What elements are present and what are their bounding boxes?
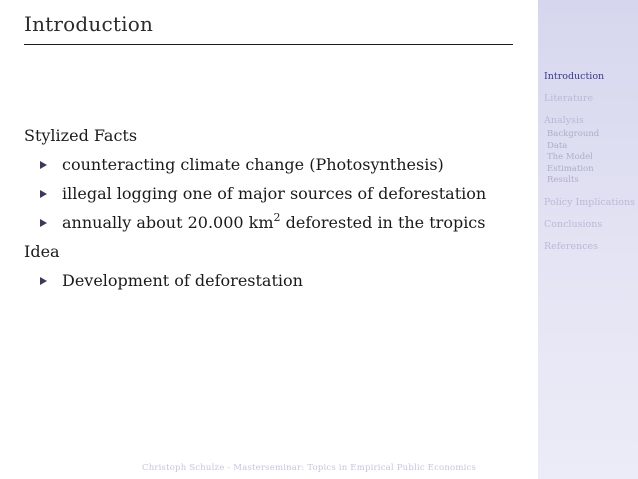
sidebar-item-literature[interactable]: Literature	[544, 93, 594, 104]
sidebar-item-policy-implications[interactable]: Policy Implications	[544, 196, 635, 208]
list-item	[40, 208, 524, 237]
list-item-text-before: annually about 20.000 km	[62, 213, 274, 232]
idea-list	[24, 266, 524, 295]
slide-content	[24, 121, 524, 295]
sidebar-item-introduction[interactable]: Introduction	[544, 71, 605, 82]
sidebar-subitem-estimation[interactable]: Estimation	[547, 163, 594, 174]
frame-title: Introduction	[24, 12, 154, 36]
footer-text: Christoph Schulze - Masterseminar: Topics in Empirical Public Economics	[142, 463, 477, 473]
sidebar-subnav-analysis	[544, 129, 636, 187]
section-heading-stylized-facts: Stylized Facts	[24, 126, 138, 145]
sidebar-subitem-data[interactable]: Data	[547, 140, 568, 151]
list-item-text-after: deforested in the tropics	[280, 213, 486, 232]
list-item	[40, 150, 524, 179]
sidebar-navigation	[538, 0, 638, 479]
superscript-exponent: 2	[273, 210, 281, 224]
sidebar-item-references[interactable]: References	[544, 240, 599, 252]
list-item-text: illegal logging one of major sources of deforestation	[62, 184, 487, 203]
sidebar-item-conclusions[interactable]: Conclusions	[544, 218, 603, 230]
sidebar-subitem-results[interactable]: Results	[547, 175, 579, 185]
triangle-bullet-icon	[40, 161, 47, 169]
sidebar-item-analysis[interactable]: Analysis	[544, 115, 584, 126]
title-rule	[24, 44, 513, 45]
triangle-bullet-icon	[40, 190, 47, 198]
section-heading-idea: Idea	[24, 242, 60, 261]
list-item-text: Development of deforestation	[62, 271, 303, 290]
sidebar-nav	[544, 71, 636, 263]
list-item-text: counteracting climate change (Photosynthesis)	[62, 155, 444, 174]
triangle-bullet-icon	[40, 277, 47, 285]
stylized-facts-list	[24, 150, 524, 237]
triangle-bullet-icon	[40, 219, 47, 227]
list-item	[40, 266, 524, 295]
sidebar-subitem-the-model[interactable]: The Model	[547, 152, 593, 162]
list-item	[40, 179, 524, 208]
sidebar-subitem-background[interactable]: Background	[547, 129, 600, 139]
